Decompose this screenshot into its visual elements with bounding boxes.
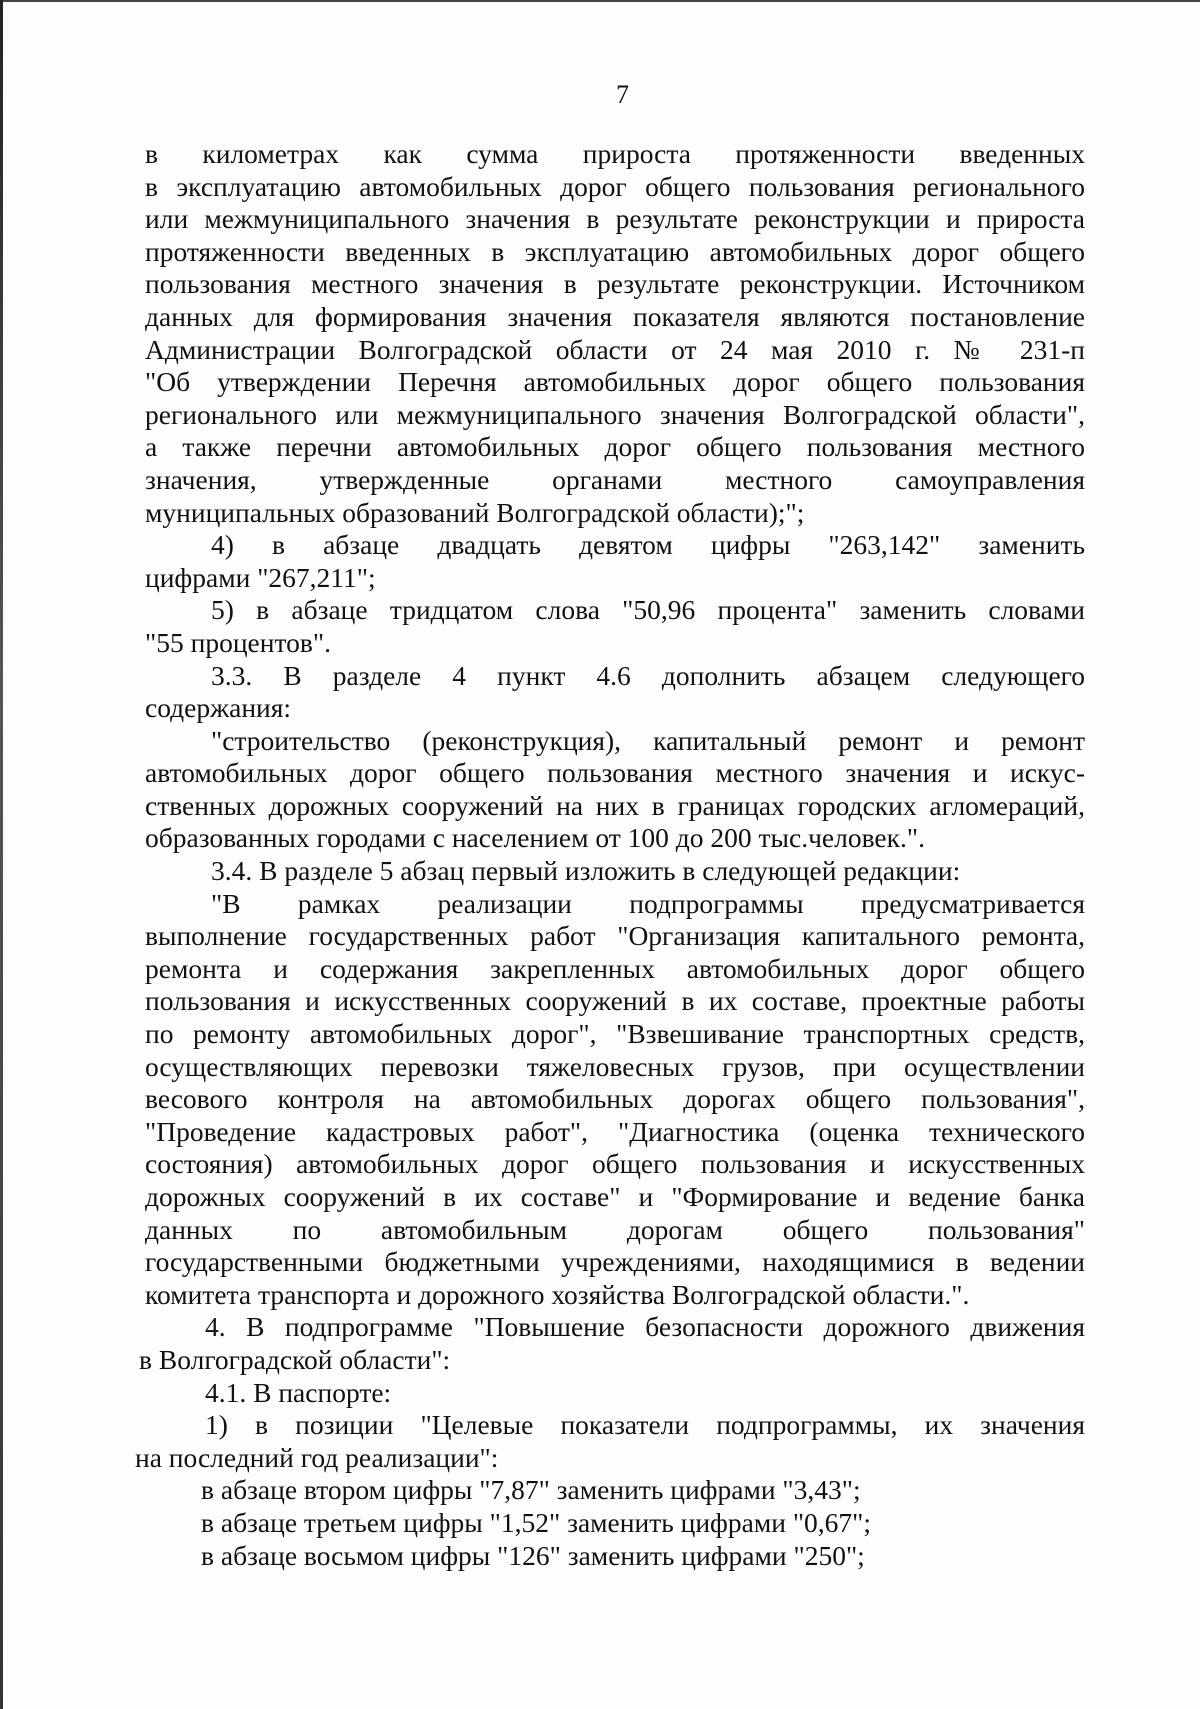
page-number: 7 (616, 80, 629, 109)
text-line: данных по автомобильным дорогам общего пользования" (145, 1213, 1085, 1245)
text-line: "строительство (реконструкция), капитальный ремонт и ремонт (211, 724, 1085, 756)
text-line: дорожных сооружений в их составе" и "Формирование и ведение банка (145, 1181, 1085, 1212)
text-line: осуществляющих перевозки тяжеловесных грузов, при осуществлении (145, 1050, 1085, 1082)
text-line: данных для формирования значения показателя являются постановление (145, 300, 1085, 332)
text-line: содержания: (145, 692, 292, 724)
text-line: 4.1. В паспорте: (205, 1376, 392, 1408)
text-line: "Об утверждении Перечня автомобильных дорог общего пользования (145, 366, 1085, 398)
text-line: состояния) автомобильных дорог общего пользования и искусственных (145, 1148, 1085, 1180)
text-line: автомобильных дорог общего пользования местного значения и искус- (145, 757, 1085, 789)
text-line: 3.3. В разделе 4 пункт 4.6 дополнить абзацем следующего (211, 659, 1085, 691)
text-line: государственными бюджетными учреждениями, находящимися в ведении (145, 1246, 1085, 1278)
text-line: 4. В подпрограмме "Повышение безопасности дорожного движения (205, 1311, 1085, 1343)
text-line: 3.4. В разделе 5 абзац первый изложить в следующей редакции: (211, 855, 961, 887)
text-line: значения, утвержденные органами местного самоуправления (145, 463, 1085, 495)
text-line: цифрами "267,211"; (145, 561, 376, 593)
text-line: 1) в позиции "Целевые показатели подпрограммы, их значения (205, 1409, 1085, 1441)
text-line: протяженности введенных в эксплуатацию автомобильных дорог общего (145, 235, 1085, 267)
text-line: пользования местного значения в результате реконструкции. Источником (145, 268, 1085, 300)
text-line: "В рамках реализации подпрограммы предусматривается (211, 887, 1085, 919)
text-line: по ремонту автомобильных дорог", "Взвешивание транспортных средств, (145, 1018, 1085, 1050)
scan-edge-left (0, 0, 3, 1709)
text-line: на последний год реализации": (135, 1441, 499, 1473)
text-line: в абзаце третьем цифры "1,52" заменить цифрами "0,67"; (201, 1506, 872, 1538)
scan-edge-top (0, 0, 1200, 2)
text-line: муниципальных образований Волгоградской области);"; (145, 496, 805, 528)
text-line: в километрах как сумма прироста протяженности введенных (145, 138, 1085, 169)
document-body (135, 138, 1085, 1572)
text-line: регионального или межмуниципального значения Волгоградской области", (145, 398, 1085, 430)
text-line: в абзаце восьмом цифры "126" заменить цифрами "250"; (201, 1539, 865, 1571)
text-line: 4) в абзаце двадцать девятом цифры "263,142" заменить (211, 529, 1085, 561)
text-line: выполнение государственных работ "Организация капитального ремонта, (145, 920, 1085, 952)
text-line: в Волгоградской области": (139, 1343, 451, 1375)
text-line: в абзаце втором цифры "7,87" заменить цифрами "3,43"; (201, 1474, 861, 1506)
text-line: а также перечни автомобильных дорог общего пользования местного (145, 431, 1085, 463)
text-line: пользования и искусственных сооружений в их составе, проектные работы (145, 985, 1085, 1017)
text-line: "Проведение кадастровых работ", "Диагностика (оценка технического (145, 1115, 1085, 1147)
text-line: в эксплуатацию автомобильных дорог общего пользования регионального (145, 170, 1085, 202)
text-line: ственных дорожных сооружений на них в границах городских агломераций, (145, 789, 1085, 821)
text-line: или межмуниципального значения в результате реконструкции и прироста (145, 203, 1085, 235)
text-line: "55 процентов". (145, 626, 331, 658)
text-line: весового контроля на автомобильных дорогах общего пользования", (145, 1083, 1085, 1115)
text-line: ремонта и содержания закрепленных автомобильных дорог общего (145, 952, 1085, 984)
text-line: Администрации Волгоградской области от 24 мая 2010 г. № 231-п (145, 333, 1085, 365)
text-line: образованных городами с населением от 100 до 200 тыс.человек.". (145, 822, 925, 854)
text-line: комитета транспорта и дорожного хозяйства Волгоградской области.". (145, 1278, 970, 1310)
text-line: 5) в абзаце тридцатом слова "50,96 процента" заменить словами (211, 594, 1085, 626)
